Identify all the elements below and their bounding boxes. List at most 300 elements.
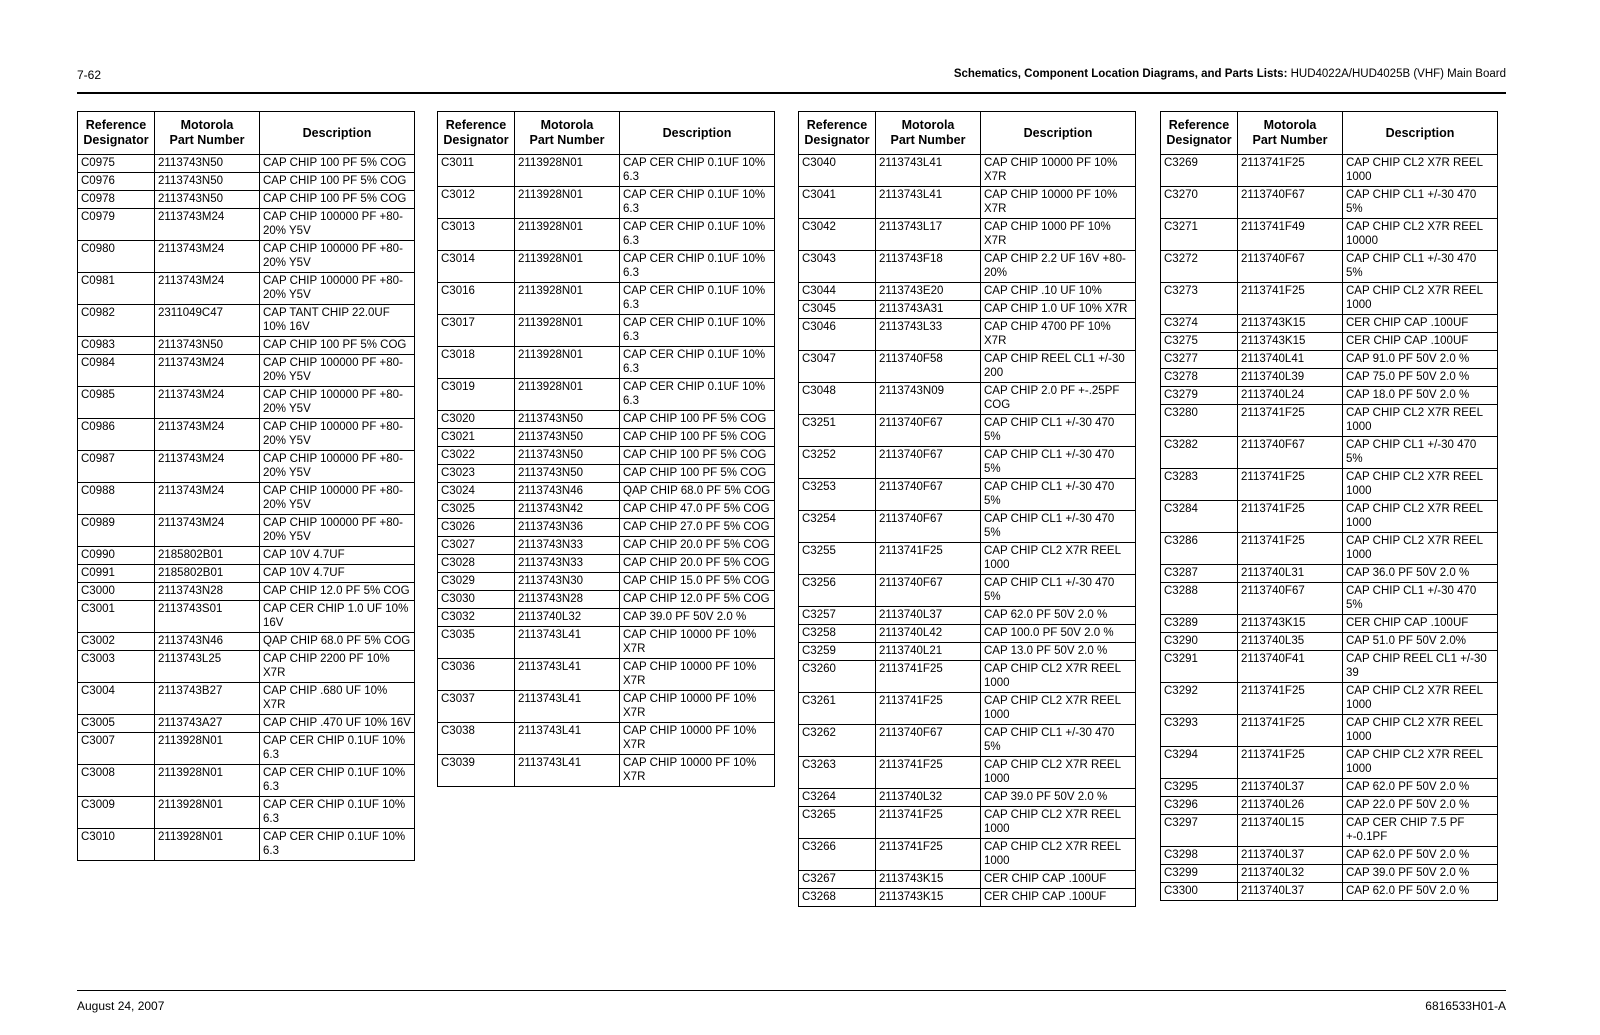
- description-cell: CAP CHIP CL1 +/-30 470 5%: [981, 415, 1136, 447]
- table-row: [78, 273, 415, 305]
- description-cell: CAP 62.0 PF 50V 2.0 %: [1343, 847, 1498, 865]
- reference-designator-cell: C3277: [1161, 351, 1238, 369]
- table-row: [78, 209, 415, 241]
- reference-designator-cell: C3010: [78, 829, 155, 861]
- part-number-cell: 2113743M24: [155, 515, 260, 547]
- description-cell: CAP CHIP CL2 X7R REEL 1000: [981, 757, 1136, 789]
- table-row: [438, 251, 775, 283]
- reference-designator-cell: C0984: [78, 355, 155, 387]
- description-cell: CAP CHIP 4700 PF 10% X7R: [981, 319, 1136, 351]
- reference-designator-cell: C3254: [799, 511, 876, 543]
- table-row: [799, 625, 1136, 643]
- table-row: [78, 733, 415, 765]
- table-row: [438, 283, 775, 315]
- description-header: Description: [981, 112, 1136, 155]
- description-cell: CAP CHIP 1.0 UF 10% X7R: [981, 301, 1136, 319]
- table-row: [799, 511, 1136, 543]
- part-number-cell: 2113743M24: [155, 483, 260, 515]
- reference-designator-cell: C3009: [78, 797, 155, 829]
- table-row: [438, 755, 775, 787]
- description-cell: CAP CHIP 100000 PF +80-20% Y5V: [260, 355, 415, 387]
- part-number-cell: 2113928N01: [515, 379, 620, 411]
- part-number-cell: 2113740L32: [876, 789, 981, 807]
- table-row: [799, 283, 1136, 301]
- description-cell: CAP CHIP CL1 +/-30 470 5%: [981, 479, 1136, 511]
- table-row: [1161, 797, 1498, 815]
- reference-designator-cell: C3003: [78, 651, 155, 683]
- description-cell: CAP CHIP CL1 +/-30 470 5%: [1343, 437, 1498, 469]
- table-row: [1161, 847, 1498, 865]
- table-row: [1161, 715, 1498, 747]
- table-row: [799, 757, 1136, 789]
- table-row: [799, 889, 1136, 907]
- reference-designator-cell: C3043: [799, 251, 876, 283]
- description-cell: CAP CHIP CL2 X7R REEL 1000: [981, 807, 1136, 839]
- parts-table-4: [1160, 111, 1498, 901]
- description-cell: CAP CHIP 12.0 PF 5% COG: [260, 583, 415, 601]
- table-row: [1161, 333, 1498, 351]
- reference-designator-cell: C3278: [1161, 369, 1238, 387]
- reference-designator-cell: C3017: [438, 315, 515, 347]
- table-row: [78, 583, 415, 601]
- reference-designator-cell: C3038: [438, 723, 515, 755]
- part-number-cell: 2113743N50: [155, 191, 260, 209]
- description-cell: CAP 75.0 PF 50V 2.0 %: [1343, 369, 1498, 387]
- description-cell: CAP CER CHIP 0.1UF 10% 6.3: [620, 283, 775, 315]
- table-row: [78, 387, 415, 419]
- reference-designator-cell: C3295: [1161, 779, 1238, 797]
- part-number-cell: 2113743E20: [876, 283, 981, 301]
- description-cell: CAP CHIP 10000 PF 10% X7R: [981, 155, 1136, 187]
- description-cell: CAP CER CHIP 0.1UF 10% 6.3: [620, 315, 775, 347]
- reference-designator-header: Reference Designator: [799, 112, 876, 155]
- table-row: [799, 575, 1136, 607]
- description-cell: CAP 62.0 PF 50V 2.0 %: [981, 607, 1136, 625]
- part-number-cell: 2113743M24: [155, 273, 260, 305]
- reference-designator-cell: C0979: [78, 209, 155, 241]
- reference-designator-cell: C3270: [1161, 187, 1238, 219]
- part-number-cell: 2113743K15: [876, 889, 981, 907]
- table-row: [438, 573, 775, 591]
- table-row: [438, 379, 775, 411]
- table-row: [438, 691, 775, 723]
- reference-designator-cell: C0983: [78, 337, 155, 355]
- description-cell: CAP CHIP CL2 X7R REEL 10000: [1343, 219, 1498, 251]
- part-number-cell: 2113743N50: [515, 465, 620, 483]
- page-header: [77, 66, 1506, 94]
- reference-designator-cell: C3030: [438, 591, 515, 609]
- part-number-header: Motorola Part Number: [155, 112, 260, 155]
- description-cell: CAP CHIP 100000 PF +80-20% Y5V: [260, 387, 415, 419]
- part-number-cell: 2113743N28: [155, 583, 260, 601]
- table-row: [78, 241, 415, 273]
- table-row: [438, 187, 775, 219]
- description-cell: CAP CHIP 100 PF 5% COG: [260, 191, 415, 209]
- reference-designator-cell: C3259: [799, 643, 876, 661]
- table-row: [1161, 815, 1498, 847]
- part-number-cell: 2113740L37: [1238, 779, 1343, 797]
- description-cell: CAP CER CHIP 0.1UF 10% 6.3: [260, 829, 415, 861]
- description-cell: CER CHIP CAP .100UF: [981, 871, 1136, 889]
- description-cell: CAP 51.0 PF 50V 2.0%: [1343, 633, 1498, 651]
- table-row: [438, 519, 775, 537]
- part-number-cell: 2113740L37: [1238, 847, 1343, 865]
- description-cell: CAP CHIP REEL CL1 +/-30 39: [1343, 651, 1498, 683]
- part-number-header: Motorola Part Number: [876, 112, 981, 155]
- part-number-cell: 2113743L41: [515, 659, 620, 691]
- part-number-cell: 2113741F25: [1238, 501, 1343, 533]
- table-row: [78, 547, 415, 565]
- part-number-cell: 2113740L37: [876, 607, 981, 625]
- description-header: Description: [1343, 112, 1498, 155]
- part-number-cell: 2113740L15: [1238, 815, 1343, 847]
- part-number-cell: 2113743K15: [1238, 315, 1343, 333]
- reference-designator-cell: C3298: [1161, 847, 1238, 865]
- description-cell: CAP CER CHIP 0.1UF 10% 6.3: [620, 379, 775, 411]
- description-cell: CER CHIP CAP .100UF: [1343, 615, 1498, 633]
- description-cell: CAP CER CHIP 1.0 UF 10% 16V: [260, 601, 415, 633]
- table-row: [1161, 437, 1498, 469]
- table-row: [438, 447, 775, 465]
- reference-designator-cell: C3026: [438, 519, 515, 537]
- description-cell: CAP CHIP 100 PF 5% COG: [260, 173, 415, 191]
- description-cell: CAP CHIP 2.0 PF +-.25PF COG: [981, 383, 1136, 415]
- table-row: [78, 451, 415, 483]
- reference-designator-cell: C3251: [799, 415, 876, 447]
- description-cell: CAP 13.0 PF 50V 2.0 %: [981, 643, 1136, 661]
- part-number-cell: 2113743N33: [515, 555, 620, 573]
- description-cell: CAP CHIP 2.2 UF 16V +80-20%: [981, 251, 1136, 283]
- description-cell: CAP 62.0 PF 50V 2.0 %: [1343, 779, 1498, 797]
- part-number-cell: 2113740L42: [876, 625, 981, 643]
- description-cell: CAP 10V 4.7UF: [260, 547, 415, 565]
- part-number-cell: 2113928N01: [515, 155, 620, 187]
- description-header: Description: [260, 112, 415, 155]
- part-number-header: Motorola Part Number: [1238, 112, 1343, 155]
- description-cell: CAP CHIP CL2 X7R REEL 1000: [981, 661, 1136, 693]
- table-row: [799, 543, 1136, 575]
- part-number-cell: 2113743N28: [515, 591, 620, 609]
- description-cell: CAP CHIP 100 PF 5% COG: [260, 155, 415, 173]
- part-number-cell: 2113741F49: [1238, 219, 1343, 251]
- description-cell: CAP CHIP 100 PF 5% COG: [620, 429, 775, 447]
- part-number-cell: 2113743N50: [155, 155, 260, 173]
- description-cell: CAP 18.0 PF 50V 2.0 %: [1343, 387, 1498, 405]
- reference-designator-cell: C0989: [78, 515, 155, 547]
- description-cell: CAP CHIP 100 PF 5% COG: [620, 465, 775, 483]
- table-row: [78, 515, 415, 547]
- table-row: [438, 483, 775, 501]
- part-number-cell: 2113741F25: [1238, 715, 1343, 747]
- reference-designator-cell: C3279: [1161, 387, 1238, 405]
- part-number-cell: 2113743F18: [876, 251, 981, 283]
- parts-table-2: [437, 111, 775, 787]
- part-number-cell: 2113740F67: [1238, 437, 1343, 469]
- description-cell: CAP CHIP 10000 PF 10% X7R: [620, 755, 775, 787]
- reference-designator-cell: C0982: [78, 305, 155, 337]
- description-cell: CAP CHIP CL2 X7R REEL 1000: [1343, 747, 1498, 779]
- reference-designator-cell: C3011: [438, 155, 515, 187]
- table-row: [78, 419, 415, 451]
- table-row: [1161, 633, 1498, 651]
- reference-designator-cell: C3267: [799, 871, 876, 889]
- table-row: [799, 351, 1136, 383]
- table-row: [1161, 865, 1498, 883]
- part-number-cell: 2113740L35: [1238, 633, 1343, 651]
- part-number-cell: 2113743L41: [515, 627, 620, 659]
- description-cell: CAP CER CHIP 0.1UF 10% 6.3: [260, 765, 415, 797]
- reference-designator-cell: C3027: [438, 537, 515, 555]
- reference-designator-cell: C3253: [799, 479, 876, 511]
- description-cell: CAP CHIP CL2 X7R REEL 1000: [981, 693, 1136, 725]
- table-row: [78, 633, 415, 651]
- part-number-cell: 2113740F67: [1238, 251, 1343, 283]
- part-number-cell: 2113741F25: [1238, 469, 1343, 501]
- description-cell: CAP CHIP 100000 PF +80-20% Y5V: [260, 273, 415, 305]
- description-cell: CAP CHIP CL1 +/-30 470 5%: [1343, 187, 1498, 219]
- table-row: [799, 725, 1136, 757]
- table-row: [799, 415, 1136, 447]
- reference-designator-cell: C0975: [78, 155, 155, 173]
- reference-designator-cell: C3029: [438, 573, 515, 591]
- reference-designator-cell: C3282: [1161, 437, 1238, 469]
- table-row: [1161, 583, 1498, 615]
- reference-designator-cell: C3274: [1161, 315, 1238, 333]
- description-cell: CAP CHIP 10000 PF 10% X7R: [981, 187, 1136, 219]
- reference-designator-cell: C3275: [1161, 333, 1238, 351]
- table-row: [1161, 469, 1498, 501]
- table-row: [799, 643, 1136, 661]
- reference-designator-cell: C3297: [1161, 815, 1238, 847]
- description-cell: CAP 39.0 PF 50V 2.0 %: [620, 609, 775, 627]
- reference-designator-cell: C3257: [799, 607, 876, 625]
- description-cell: CAP CHIP 100000 PF +80-20% Y5V: [260, 241, 415, 273]
- table-row: [438, 609, 775, 627]
- reference-designator-cell: C3273: [1161, 283, 1238, 315]
- reference-designator-cell: C0986: [78, 419, 155, 451]
- table-row: [78, 337, 415, 355]
- part-number-cell: 2113743K15: [1238, 615, 1343, 633]
- reference-designator-header: Reference Designator: [78, 112, 155, 155]
- reference-designator-cell: C3294: [1161, 747, 1238, 779]
- description-cell: QAP CHIP 68.0 PF 5% COG: [620, 483, 775, 501]
- part-number-cell: 2113741F25: [1238, 533, 1343, 565]
- description-cell: CAP CHIP 100000 PF +80-20% Y5V: [260, 451, 415, 483]
- part-number-header: Motorola Part Number: [515, 112, 620, 155]
- reference-designator-cell: C3296: [1161, 797, 1238, 815]
- table-row: [799, 447, 1136, 479]
- parts-table-3: [798, 111, 1136, 907]
- reference-designator-cell: C3262: [799, 725, 876, 757]
- table-row: [438, 627, 775, 659]
- description-cell: CAP CHIP CL1 +/-30 470 5%: [1343, 251, 1498, 283]
- part-number-cell: 2113743N50: [155, 173, 260, 191]
- description-cell: CAP CHIP CL2 X7R REEL 1000: [1343, 533, 1498, 565]
- table-row: [78, 715, 415, 733]
- part-number-cell: 2113740L32: [515, 609, 620, 627]
- description-cell: CAP 91.0 PF 50V 2.0 %: [1343, 351, 1498, 369]
- reference-designator-cell: C0988: [78, 483, 155, 515]
- reference-designator-cell: C3271: [1161, 219, 1238, 251]
- table-row: [1161, 187, 1498, 219]
- part-number-cell: 2113928N01: [155, 829, 260, 861]
- description-cell: CAP 22.0 PF 50V 2.0 %: [1343, 797, 1498, 815]
- reference-designator-header: Reference Designator: [1161, 112, 1238, 155]
- table-row: [438, 429, 775, 447]
- table-row: [438, 155, 775, 187]
- table-row: [1161, 315, 1498, 333]
- description-cell: CAP CER CHIP 0.1UF 10% 6.3: [260, 733, 415, 765]
- reference-designator-cell: C3001: [78, 601, 155, 633]
- table-row: [78, 483, 415, 515]
- part-number-cell: 2113740L26: [1238, 797, 1343, 815]
- table-row: [799, 871, 1136, 889]
- part-number-cell: 2113740L41: [1238, 351, 1343, 369]
- page-footer: [77, 990, 1506, 1013]
- reference-designator-cell: C3283: [1161, 469, 1238, 501]
- part-number-cell: 2113740L39: [1238, 369, 1343, 387]
- table-row: [799, 219, 1136, 251]
- reference-designator-cell: C3041: [799, 187, 876, 219]
- table-row: [1161, 747, 1498, 779]
- description-cell: CAP 10V 4.7UF: [260, 565, 415, 583]
- reference-designator-cell: C3005: [78, 715, 155, 733]
- reference-designator-cell: C0990: [78, 547, 155, 565]
- reference-designator-cell: C3008: [78, 765, 155, 797]
- page-title-section: Schematics, Component Location Diagrams, and Parts Lists:: [953, 68, 1288, 80]
- description-cell: CAP CER CHIP 0.1UF 10% 6.3: [620, 155, 775, 187]
- part-number-cell: 2113741F25: [876, 661, 981, 693]
- part-number-cell: 2113928N01: [515, 283, 620, 315]
- table-row: [799, 607, 1136, 625]
- table-row: [78, 173, 415, 191]
- part-number-cell: 2113740L24: [1238, 387, 1343, 405]
- part-number-cell: 2113743M24: [155, 451, 260, 483]
- table-row: [799, 383, 1136, 415]
- part-number-cell: 2113740F67: [1238, 583, 1343, 615]
- reference-designator-cell: C3007: [78, 733, 155, 765]
- description-cell: CAP CHIP CL1 +/-30 470 5%: [981, 511, 1136, 543]
- page-number: 7-62: [77, 68, 102, 82]
- description-cell: CAP CHIP CL1 +/-30 470 5%: [1343, 583, 1498, 615]
- description-cell: CAP CHIP CL2 X7R REEL 1000: [1343, 405, 1498, 437]
- part-number-cell: 2113741F25: [1238, 747, 1343, 779]
- description-cell: CAP CHIP CL2 X7R REEL 1000: [981, 543, 1136, 575]
- description-cell: CAP CHIP 10000 PF 10% X7R: [620, 691, 775, 723]
- part-number-cell: 2113743L41: [515, 691, 620, 723]
- description-cell: CAP CHIP CL2 X7R REEL 1000: [1343, 283, 1498, 315]
- reference-designator-cell: C3021: [438, 429, 515, 447]
- part-number-cell: 2113740L32: [1238, 865, 1343, 883]
- reference-designator-cell: C3014: [438, 251, 515, 283]
- reference-designator-cell: C3002: [78, 633, 155, 651]
- part-number-cell: 2113740F67: [876, 575, 981, 607]
- reference-designator-cell: C3288: [1161, 583, 1238, 615]
- part-number-cell: 2113928N01: [155, 733, 260, 765]
- reference-designator-cell: C3048: [799, 383, 876, 415]
- reference-designator-cell: C3032: [438, 609, 515, 627]
- reference-designator-cell: C3256: [799, 575, 876, 607]
- part-number-cell: 2113741F25: [876, 757, 981, 789]
- table-row: [1161, 615, 1498, 633]
- description-cell: CAP CHIP 10000 PF 10% X7R: [620, 659, 775, 691]
- table-row: [799, 319, 1136, 351]
- table-row: [78, 797, 415, 829]
- part-number-cell: 2113928N01: [515, 347, 620, 379]
- table-row: [438, 555, 775, 573]
- part-number-cell: 2113740L31: [1238, 565, 1343, 583]
- reference-designator-cell: C0991: [78, 565, 155, 583]
- description-cell: CAP CHIP 20.0 PF 5% COG: [620, 537, 775, 555]
- reference-designator-cell: C3266: [799, 839, 876, 871]
- table-row: [799, 807, 1136, 839]
- reference-designator-cell: C3042: [799, 219, 876, 251]
- reference-designator-cell: C3255: [799, 543, 876, 575]
- reference-designator-cell: C3036: [438, 659, 515, 691]
- part-number-cell: 2113743N30: [515, 573, 620, 591]
- description-cell: CAP CHIP CL1 +/-30 470 5%: [981, 725, 1136, 757]
- part-number-cell: 2113741F25: [876, 807, 981, 839]
- part-number-cell: 2113928N01: [155, 765, 260, 797]
- part-number-cell: 2113743M24: [155, 241, 260, 273]
- reference-designator-cell: C3268: [799, 889, 876, 907]
- description-cell: CAP CHIP CL1 +/-30 470 5%: [981, 575, 1136, 607]
- part-number-cell: 2113743N42: [515, 501, 620, 519]
- table-row: [78, 683, 415, 715]
- table-row: [1161, 533, 1498, 565]
- description-cell: CAP CHIP 100 PF 5% COG: [260, 337, 415, 355]
- reference-designator-cell: C0978: [78, 191, 155, 209]
- table-row: [799, 789, 1136, 807]
- part-number-cell: 2113743B27: [155, 683, 260, 715]
- description-cell: CER CHIP CAP .100UF: [1343, 315, 1498, 333]
- reference-designator-cell: C3025: [438, 501, 515, 519]
- description-cell: CAP CER CHIP 0.1UF 10% 6.3: [620, 219, 775, 251]
- part-number-cell: 2113743L17: [876, 219, 981, 251]
- description-cell: CAP CHIP 27.0 PF 5% COG: [620, 519, 775, 537]
- description-cell: CAP CHIP 47.0 PF 5% COG: [620, 501, 775, 519]
- table-row: [799, 479, 1136, 511]
- table-row: [1161, 219, 1498, 251]
- description-cell: CAP CHIP 100000 PF +80-20% Y5V: [260, 483, 415, 515]
- description-cell: CAP 39.0 PF 50V 2.0 %: [1343, 865, 1498, 883]
- reference-designator-cell: C3287: [1161, 565, 1238, 583]
- table-row: [1161, 369, 1498, 387]
- description-cell: CAP CER CHIP 0.1UF 10% 6.3: [620, 187, 775, 219]
- table-row: [78, 355, 415, 387]
- reference-designator-cell: C3028: [438, 555, 515, 573]
- description-cell: CAP TANT CHIP 22.0UF 10% 16V: [260, 305, 415, 337]
- table-row: [438, 591, 775, 609]
- part-number-cell: 2113741F25: [876, 839, 981, 871]
- part-number-cell: 2113740F67: [876, 447, 981, 479]
- part-number-cell: 2113743M24: [155, 355, 260, 387]
- description-cell: CAP CER CHIP 0.1UF 10% 6.3: [260, 797, 415, 829]
- description-cell: QAP CHIP 68.0 PF 5% COG: [260, 633, 415, 651]
- reference-designator-cell: C0985: [78, 387, 155, 419]
- table-row: [1161, 155, 1498, 187]
- parts-table-1: [77, 111, 415, 861]
- description-cell: CAP 39.0 PF 50V 2.0 %: [981, 789, 1136, 807]
- part-number-cell: 2113743S01: [155, 601, 260, 633]
- table-row: [1161, 565, 1498, 583]
- reference-designator-cell: C3260: [799, 661, 876, 693]
- reference-designator-cell: C3035: [438, 627, 515, 659]
- part-number-cell: 2113740L37: [1238, 883, 1343, 901]
- part-number-cell: 2113928N01: [515, 315, 620, 347]
- reference-designator-header: Reference Designator: [438, 112, 515, 155]
- table-row: [1161, 883, 1498, 901]
